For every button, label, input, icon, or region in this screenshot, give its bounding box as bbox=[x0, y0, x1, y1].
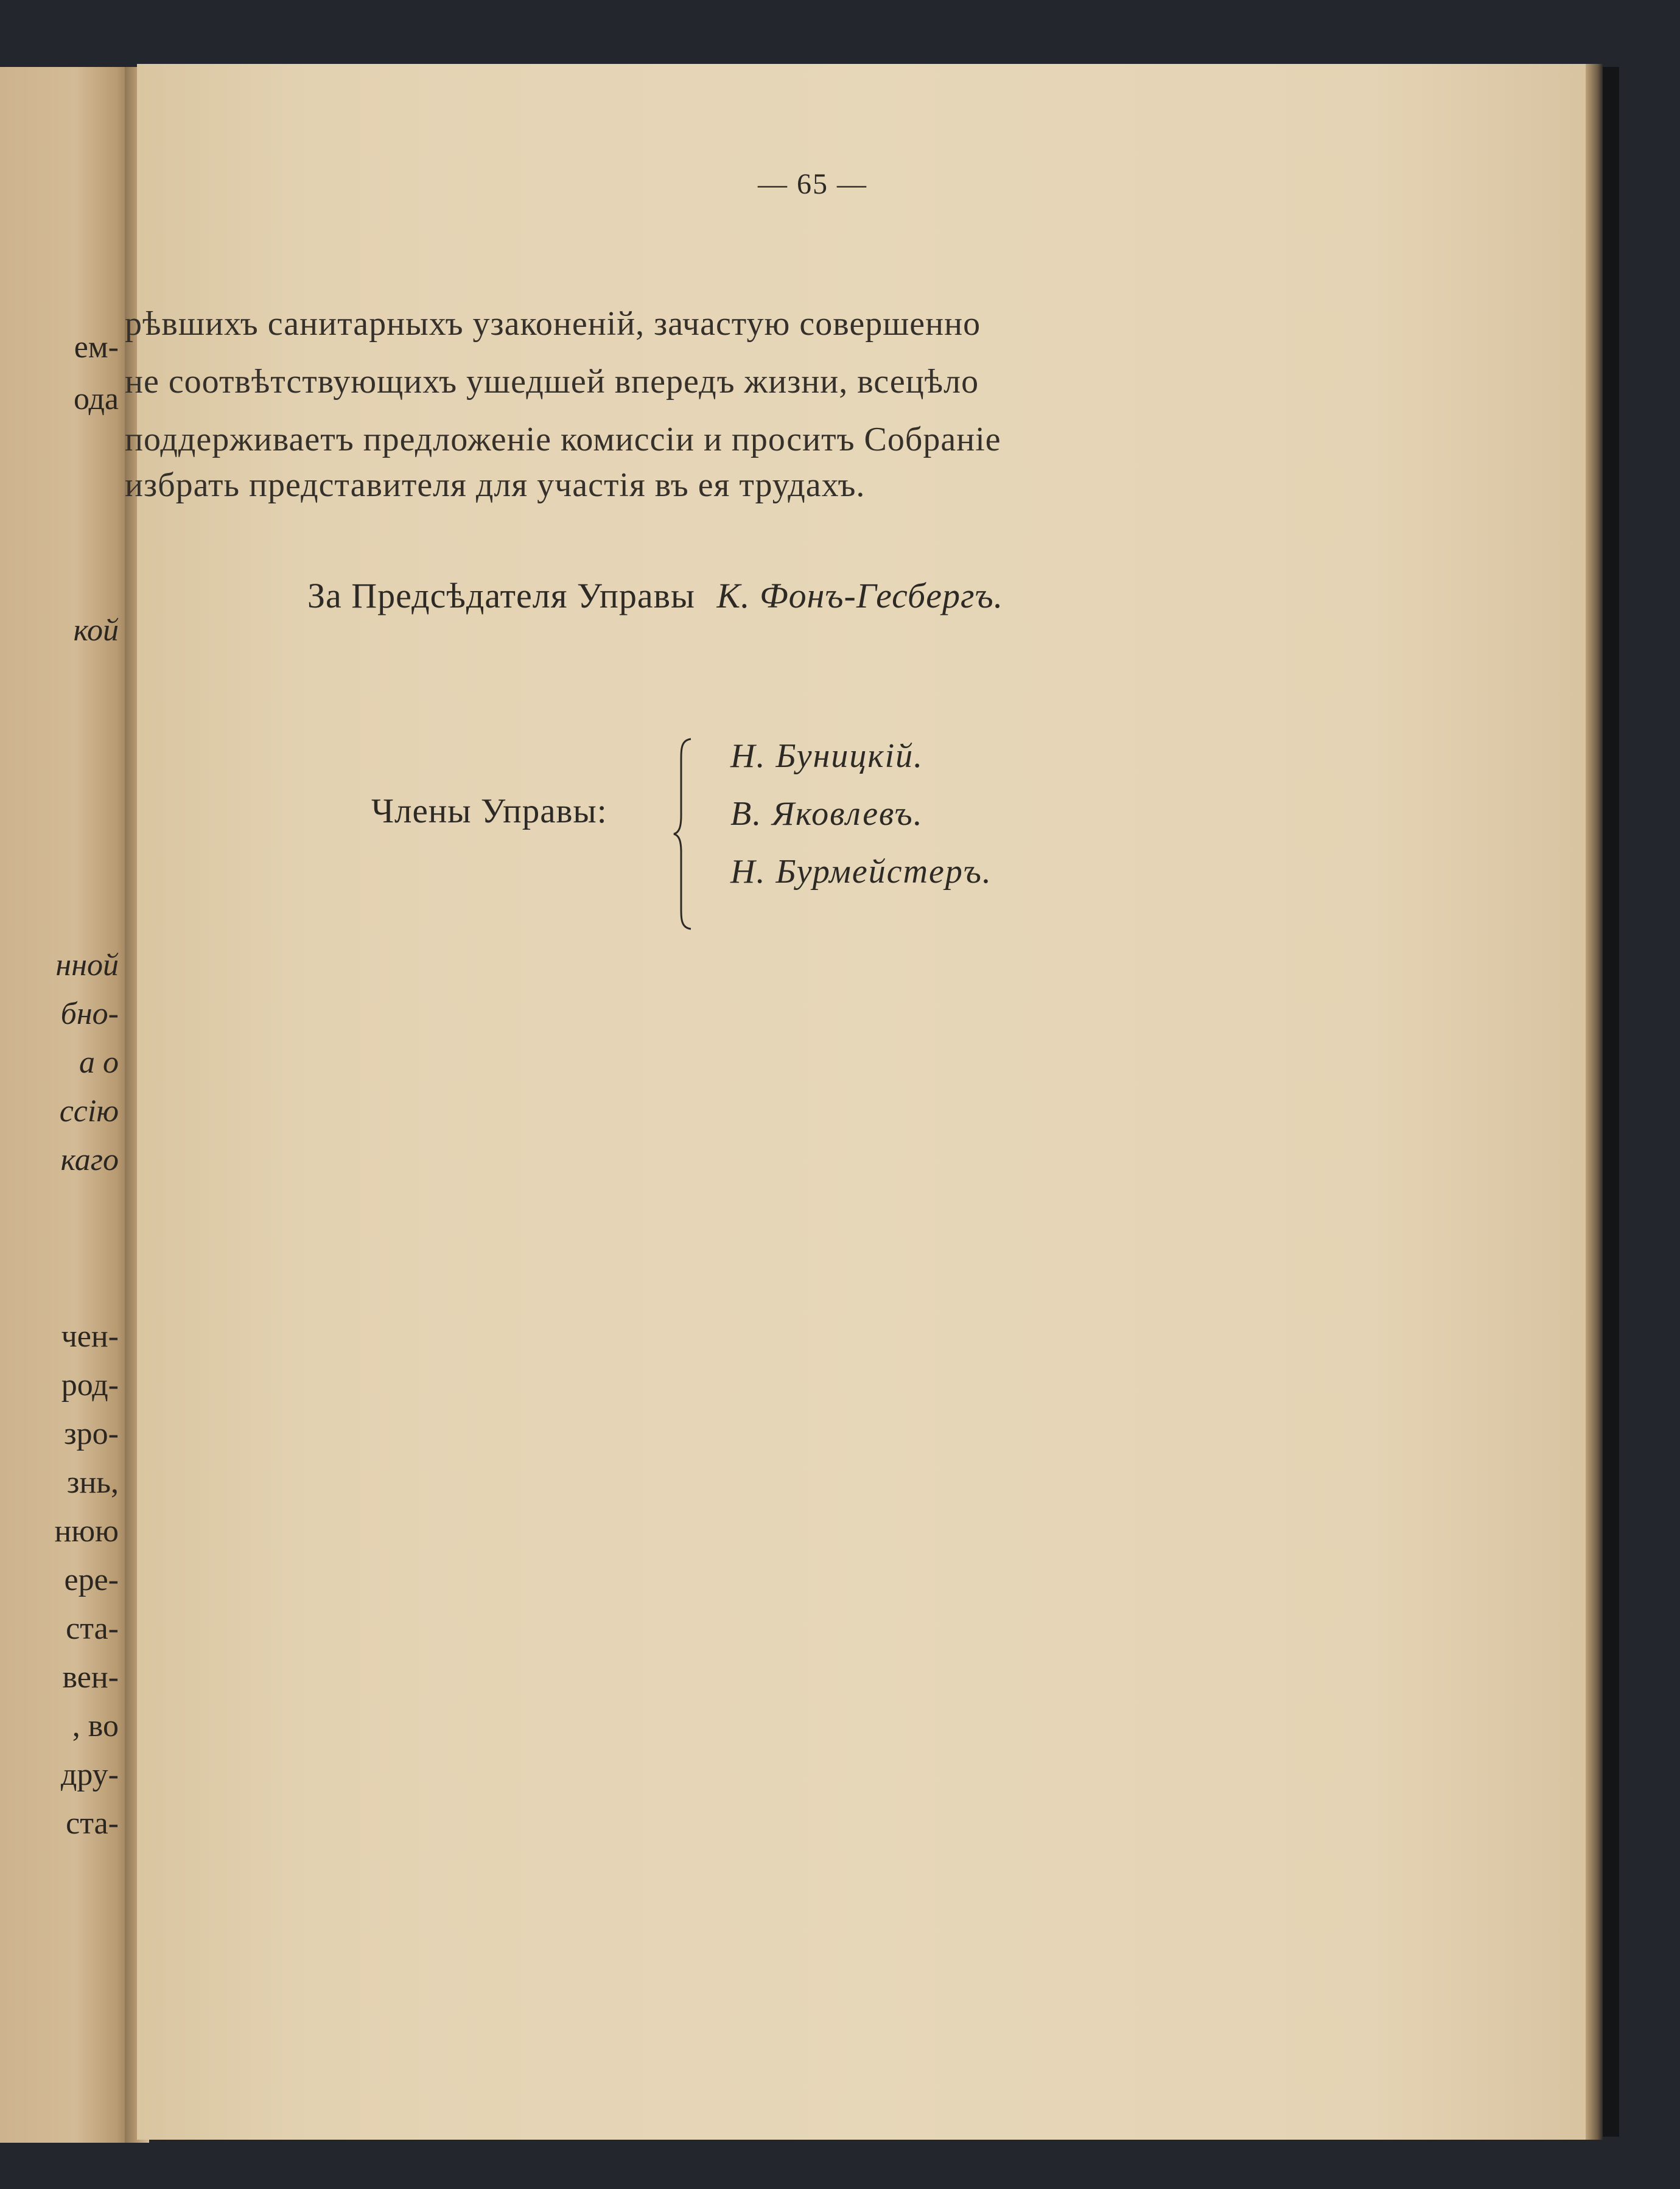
body-line: не соотвѣтствующихъ ушедшей впередъ жизни, всецѣло bbox=[125, 363, 979, 401]
previous-page-text-fragment: чен- bbox=[61, 1319, 119, 1354]
page-edge-shadow bbox=[1586, 64, 1603, 2140]
previous-page-text-fragment: ссію bbox=[59, 1094, 119, 1129]
body-line: избрать представителя для участія въ ея трудахъ. bbox=[125, 466, 866, 504]
board-member-name: Н. Бурмейстеръ. bbox=[730, 853, 992, 891]
page-number: — 65 — bbox=[758, 168, 867, 200]
board-member-name: Н. Буницкій. bbox=[730, 737, 924, 775]
previous-page-text-fragment: нюю bbox=[54, 1514, 119, 1549]
previous-page-text-fragment: дру- bbox=[60, 1757, 119, 1792]
previous-page-edge bbox=[0, 67, 137, 2143]
previous-page-text-fragment: нной bbox=[55, 948, 119, 982]
previous-page-text-fragment: ода bbox=[73, 382, 119, 416]
previous-page-text-fragment: каго bbox=[60, 1143, 119, 1177]
body-line: рѣвшихъ санитарныхъ узаконеній, зачастую совершенно bbox=[125, 305, 981, 343]
chairman-label: За Предсѣдателя Управы bbox=[307, 576, 695, 615]
previous-page-text-fragment: бно- bbox=[60, 996, 119, 1031]
previous-page-text-fragment: род- bbox=[61, 1368, 119, 1403]
board-members-label: Члены Управы: bbox=[371, 792, 607, 830]
previous-page-text-fragment: , во bbox=[72, 1709, 119, 1743]
document-page bbox=[125, 64, 1592, 2140]
chairman-signature: К. Фонъ-Гесбергъ. bbox=[716, 576, 1004, 615]
board-member-name: В. Яковлевъ. bbox=[730, 795, 923, 833]
previous-page-text-fragment: ере- bbox=[64, 1563, 119, 1597]
previous-page-text-fragment: а о bbox=[79, 1045, 119, 1080]
previous-page-text-fragment: ем- bbox=[74, 330, 119, 365]
page-edge-dark bbox=[1603, 67, 1619, 2137]
curly-brace-icon bbox=[673, 737, 697, 931]
previous-page-text-fragment: знь, bbox=[66, 1465, 119, 1500]
previous-page-text-fragment: зро- bbox=[64, 1417, 119, 1451]
chairman-signature-line bbox=[307, 575, 1003, 616]
previous-page-text-fragment: кой bbox=[73, 613, 119, 648]
body-line: поддерживаетъ предложеніе комиссіи и проситъ Собраніе bbox=[125, 421, 1001, 458]
previous-page-text-fragment: ста- bbox=[66, 1611, 119, 1646]
previous-page-text-fragment: вен- bbox=[62, 1660, 119, 1695]
previous-page-text-fragment: ста- bbox=[66, 1806, 119, 1841]
